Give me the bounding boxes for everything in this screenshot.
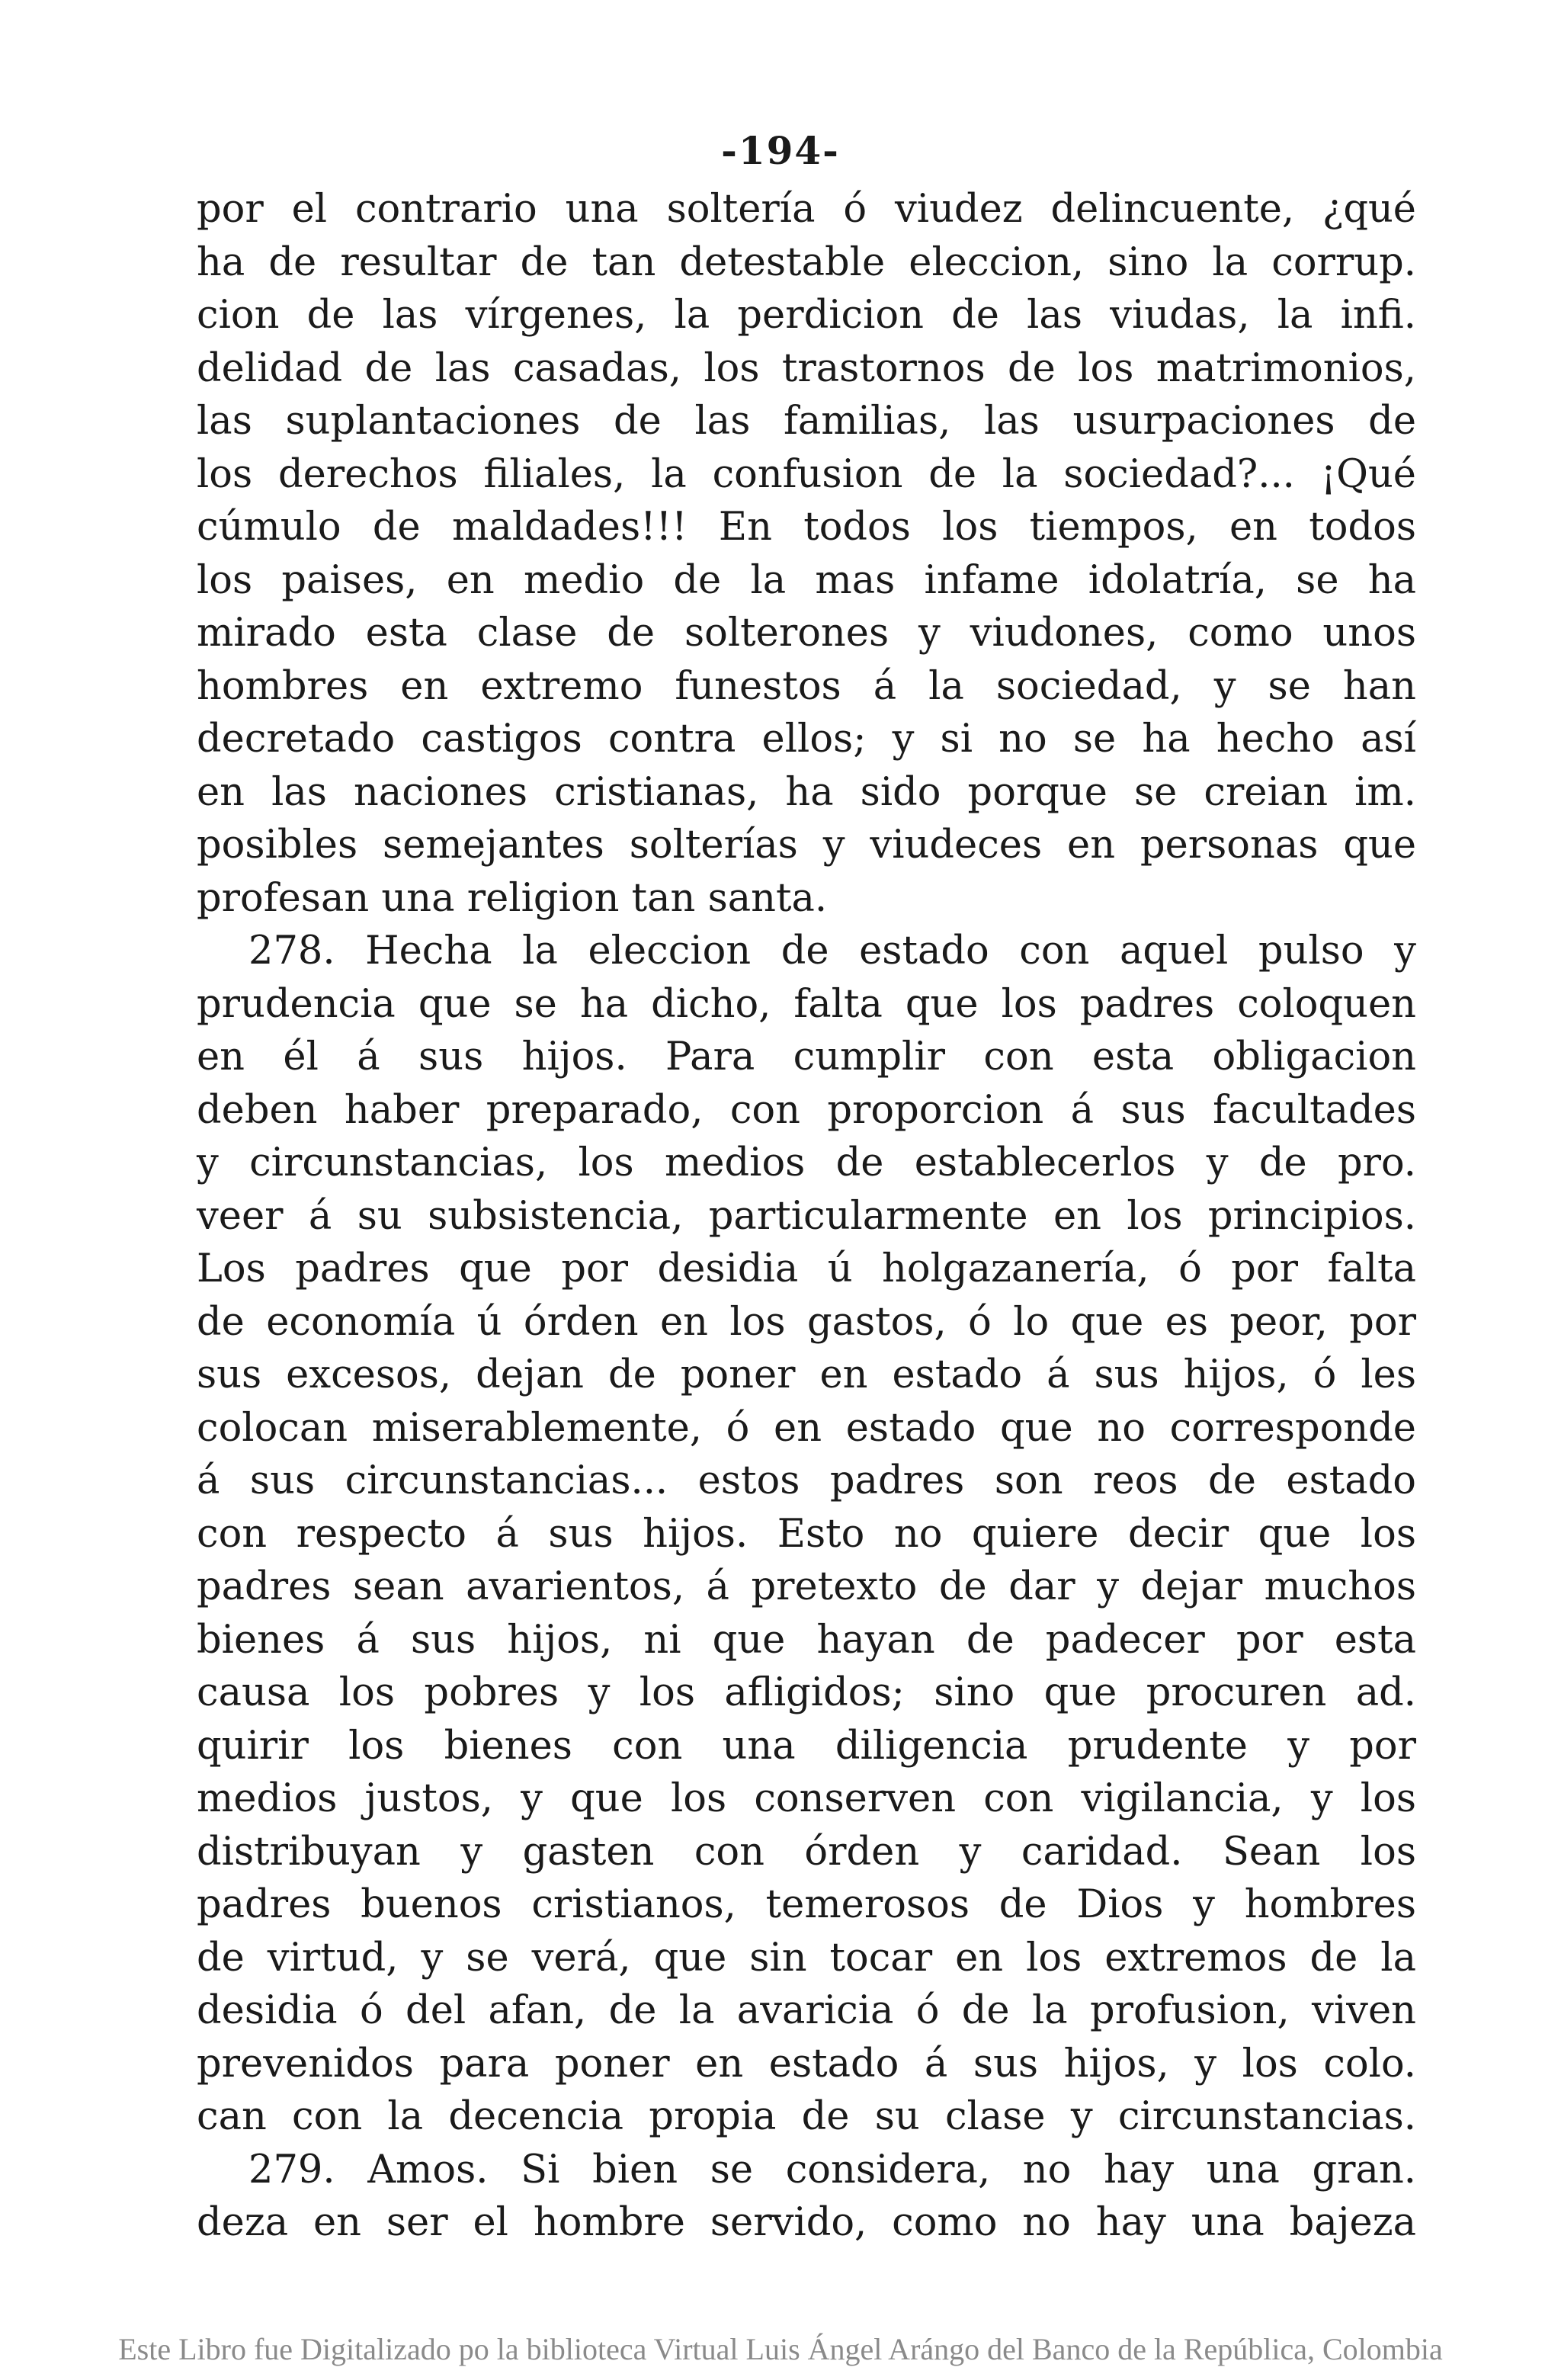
- text-line: deben haber preparado, con proporcion á sus facultades: [197, 1087, 1416, 1133]
- text-line: distribuyan y gasten con órden y caridad. Sean los: [197, 1829, 1416, 1875]
- text-line: los derechos filiales, la confusion de la sociedad?... ¡Qué: [197, 451, 1416, 497]
- page-number: -194-: [721, 128, 840, 173]
- text-line: á sus circunstancias... estos padres son reos de estado: [197, 1458, 1416, 1503]
- text-line: padres sean avarientos, á pretexto de dar y dejar muchos: [197, 1564, 1416, 1609]
- text-line: delidad de las casadas, los trastornos de los matrimonios,: [197, 345, 1416, 391]
- text-line: de virtud, y se verá, que sin tocar en los extremos de la: [197, 1935, 1416, 1981]
- text-line: medios justos, y que los conserven con vigilancia, y los: [197, 1776, 1416, 1821]
- text-line: desidia ó del afan, de la avaricia ó de la profusion, viven: [197, 1988, 1416, 2033]
- text-line: en él á sus hijos. Para cumplir con esta obligacion: [197, 1034, 1416, 1079]
- text-line: prevenidos para poner en estado á sus hijos, y los colo.: [197, 2041, 1416, 2087]
- paragraph-279-start: 279. Amos. Si bien se considera, no hay una gran.: [248, 2147, 1416, 2192]
- text-line: hombres en extremo funestos á la sociedad, y se han: [197, 663, 1416, 709]
- text-line: cúmulo de maldades!!! En todos los tiempos, en todos: [197, 505, 1416, 550]
- text-line: can con la decencia propia de su clase y circunstancias.: [197, 2094, 1416, 2139]
- digitization-footer: Este Libro fue Digitalizado po la biblioteca Virtual Luis Ángel Arángo del Banco de la República, Colombia: [118, 2332, 1443, 2366]
- text-line: Los padres que por desidia ú holgazanería, ó por falta: [197, 1246, 1416, 1291]
- text-line: prudencia que se ha dicho, falta que los padres coloquen: [197, 981, 1416, 1027]
- text-line: deza en ser el hombre servido, como no hay una bajeza: [197, 2200, 1416, 2245]
- text-line: veer á su subsistencia, particularmente en los principios.: [197, 1193, 1416, 1239]
- text-line: causa los pobres y los afligidos; sino que procuren ad.: [197, 1670, 1416, 1715]
- body-text: [197, 183, 1416, 2250]
- text-line: quirir los bienes con una diligencia prudente y por: [197, 1723, 1416, 1769]
- text-line: y circunstancias, los medios de establecerlos y de pro.: [197, 1140, 1416, 1185]
- text-line: bienes á sus hijos, ni que hayan de padecer por esta: [197, 1617, 1416, 1663]
- paragraph-278-start: 278. Hecha la eleccion de estado con aquel pulso y: [248, 929, 1416, 973]
- text-line: sus excesos, dejan de poner en estado á sus hijos, ó les: [197, 1352, 1416, 1397]
- text-line: decretado castigos contra ellos; y si no se ha hecho así: [197, 717, 1416, 762]
- text-line: en las naciones cristianas, ha sido porque se creian im.: [197, 769, 1416, 815]
- text-line: padres buenos cristianos, temerosos de Dios y hombres: [197, 1882, 1416, 1927]
- text-line: de economía ú órden en los gastos, ó lo que es peor, por: [197, 1299, 1416, 1345]
- text-line: profesan una religion tan santa.: [197, 875, 828, 921]
- text-line: mirado esta clase de solterones y viudones, como unos: [197, 611, 1416, 656]
- text-line: los paises, en medio de la mas infame idolatría, se ha: [197, 557, 1416, 603]
- text-line: las suplantaciones de las familias, las usurpaciones de: [197, 399, 1416, 444]
- text-line: colocan miserablemente, ó en estado que no corresponde: [197, 1405, 1416, 1451]
- text-line: cion de las vírgenes, la perdicion de las viudas, la infi.: [197, 293, 1416, 338]
- text-line: posibles semejantes solterías y viudeces en personas que: [197, 823, 1416, 868]
- text-line: por el contrario una soltería ó viudez delincuente, ¿qué: [197, 187, 1416, 232]
- text-line: ha de resultar de tan detestable eleccion, sino la corrup.: [197, 239, 1416, 285]
- text-line: con respecto á sus hijos. Esto no quiere decir que los: [197, 1511, 1416, 1557]
